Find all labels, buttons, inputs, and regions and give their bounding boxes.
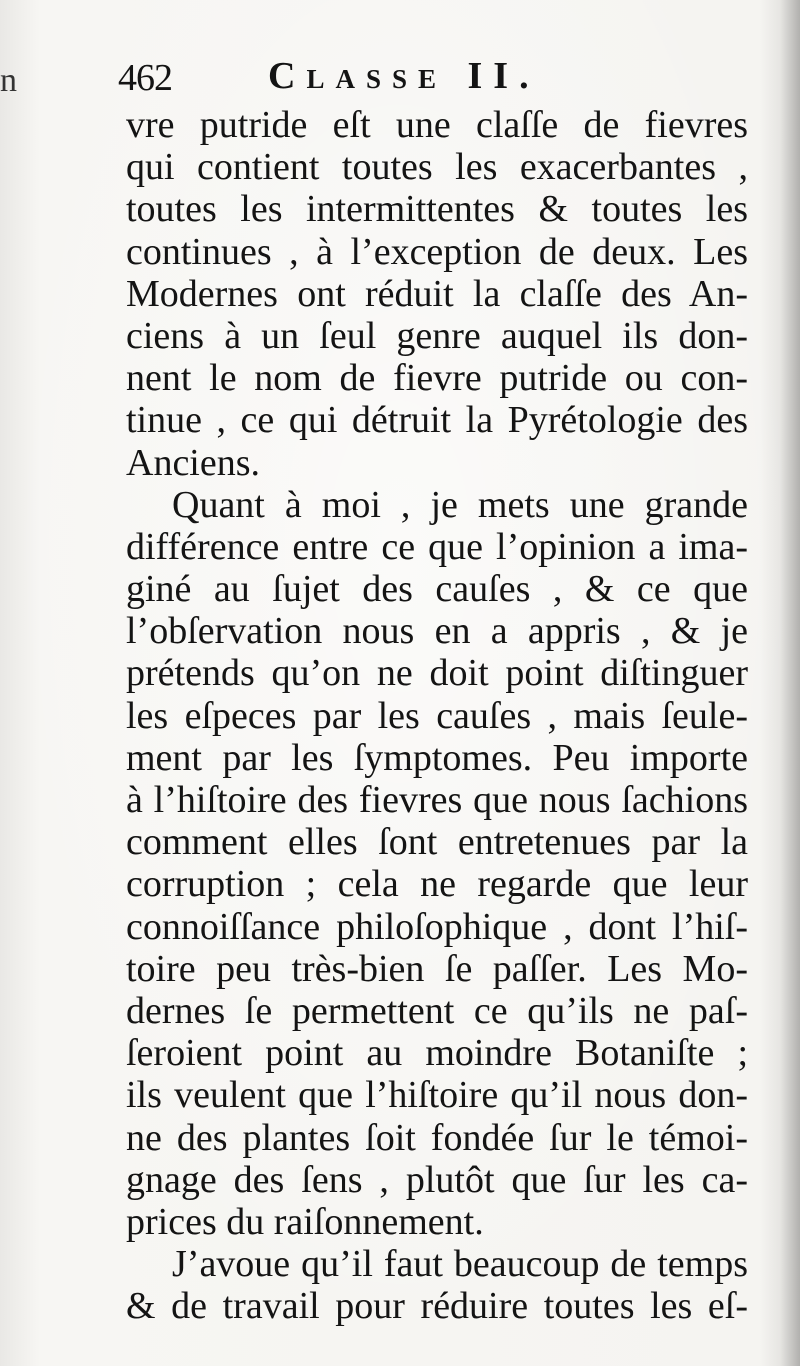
text-line: tinue , ce qui détruit la Pyrétologie des [126, 399, 748, 442]
text-line: giné au ſujet des cauſes , & ce que [126, 568, 748, 611]
text-line: Modernes ont réduit la claſſe des An- [126, 272, 748, 315]
text-line: dernes ſe permettent ce qu’ils ne paſ- [126, 989, 748, 1032]
text-line: à l’hiſtoire des fievres que nous ſachions [126, 779, 748, 821]
text-line: ment par les ſymptomes. Peu importe [126, 736, 748, 779]
text-line: l’obſervation nous en a appris , & je [126, 610, 748, 653]
text-line: J’avoue qu’il faut beaucoup de temps [172, 1243, 748, 1286]
text-line: comment elles ſont entretenues par la [126, 821, 748, 864]
text-line: ſeroient point au moindre Botaniſte ; [126, 1032, 748, 1075]
text-line: ciens à un ſeul genre auquel ils don- [126, 314, 748, 357]
text-line: prétends qu’on ne doit point diſtinguer [126, 652, 748, 695]
text-line: ne des plantes ſoit fondée ſur le témoi- [126, 1116, 748, 1159]
edge-mark: n [0, 62, 17, 99]
text-line: différence entre ce que l’opinion a ima- [126, 525, 748, 568]
text-line: connoiſſance philoſophique , dont l’hiſ- [126, 905, 748, 948]
text-line: toutes les intermittentes & toutes les [126, 188, 748, 231]
text-line: ils veulent que l’hiſtoire qu’il nous don- [126, 1074, 748, 1117]
body-text [126, 104, 748, 1327]
text-line: Quant à moi , je mets une grande [172, 483, 748, 526]
text-line: les eſpeces par les cauſes , mais ſeule- [126, 694, 748, 737]
running-head [118, 50, 598, 100]
text-line: corruption ; cela ne regarde que leur [126, 863, 748, 906]
page-edge-shadow [780, 0, 800, 1366]
text-line: qui contient toutes les exacerbantes , [126, 146, 748, 189]
text-line: nent le nom de fievre putride ou con- [126, 357, 748, 400]
text-line: toire peu très-bien ſe paſſer. Les Mo- [126, 947, 748, 990]
page-number: 462 [118, 57, 172, 99]
text-line: vre putride eſt une claſſe de fievres [126, 104, 748, 146]
text-line: prices du raiſonnement. [126, 1200, 484, 1243]
text-line: Anciens. [126, 441, 261, 484]
text-line: continues , à l’exception de deux. Les [126, 230, 748, 273]
text-line: gnage des ſens , plutôt que ſur les ca- [126, 1158, 748, 1201]
text-line: & de travail pour réduire toutes les eſ- [126, 1285, 748, 1328]
section-title: Classe II. [268, 55, 540, 97]
